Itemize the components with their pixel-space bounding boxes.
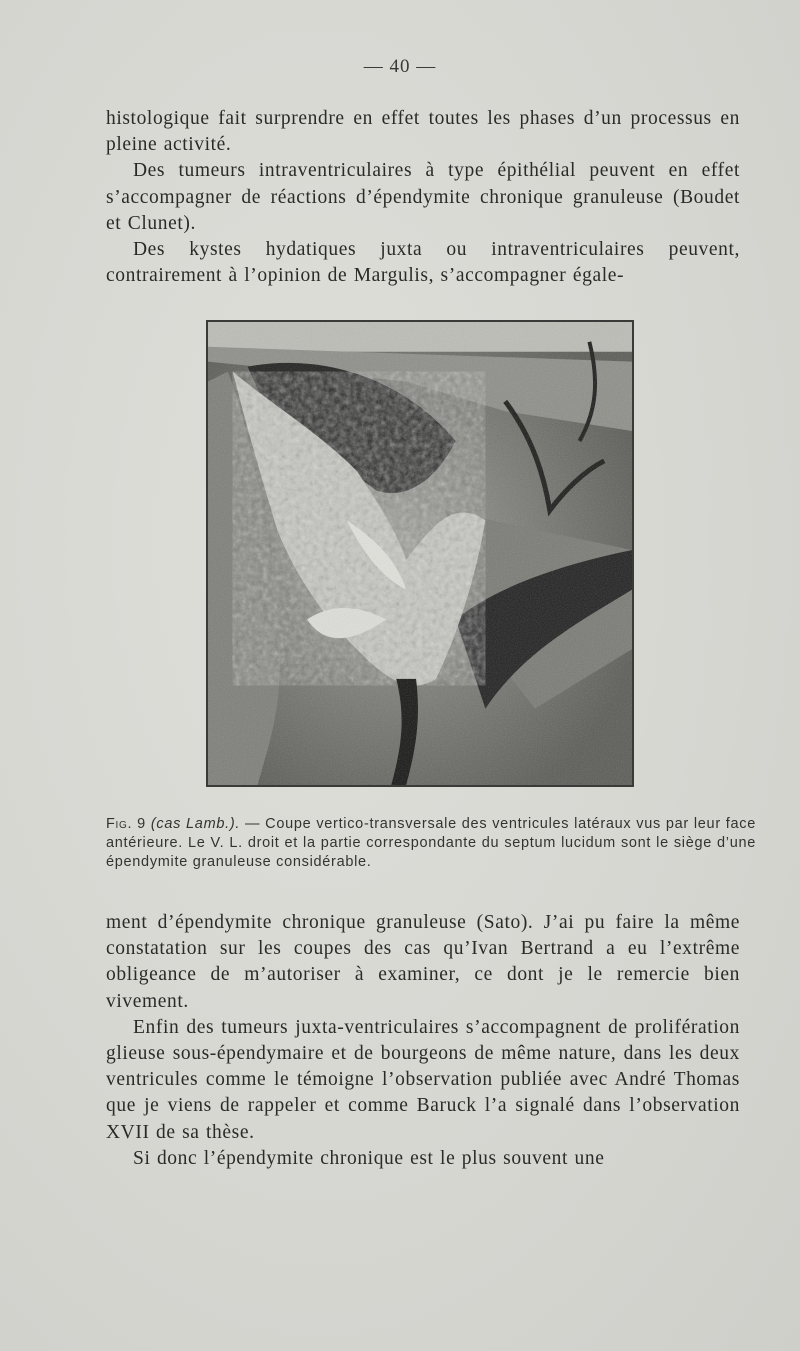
bottom-text-block [106, 910, 740, 1172]
paragraph: Des tumeurs intraventriculaires à type épithélial peuvent en effet s’accompagner de réactions d’épendymite chronique granuleuse (Boudet et Clunet). [106, 160, 740, 234]
brain-section-photo [208, 322, 632, 785]
paragraph: Des kystes hydatiques juxta ou intraventriculaires peuvent, contrairement à l’opinion de Margulis, s’accompagner égale- [106, 239, 740, 287]
paragraph: ment d’épendymite chronique granuleuse (Sato). J’ai pu faire la même constatation sur les coupes des cas qu’Ivan Bertrand a eu l’extrême obligeance de m’autoriser à examiner, ce dont je le remercie bien vivement. [106, 912, 740, 1012]
paragraph: Enfin des tumeurs juxta-ventriculaires s’accompagnent de prolifération glieuse sous-épendymaire et de bourgeons de même nature, dans les deux ventricules comme le témoigne l’observation publiée avec André Thomas que je viens de rappeler et comme Baruck l’a signalé dans l’observation XVII de sa thèse. [106, 1016, 740, 1143]
figure-label: Fig. 9 [106, 816, 146, 832]
paragraph: Si donc l’épendymite chronique est le plus souvent une [133, 1147, 605, 1169]
top-text-block [106, 106, 740, 289]
figure-photograph [206, 320, 634, 787]
figure-caption [106, 815, 756, 872]
figure-case-reference: (cas Lamb.). [150, 816, 241, 832]
page-number: — 40 — [363, 56, 437, 77]
paragraph: histologique fait surprendre en effet toutes les phases d’un processus en pleine activité. [106, 108, 740, 156]
figure-caption-text: — Coupe vertico-transversale des ventricules latéraux vus par leur face antérieure. Le V. L. droit et la partie correspondante du septum lucidum sont le siège d’une épendymite granuleuse considérable. [106, 816, 756, 870]
